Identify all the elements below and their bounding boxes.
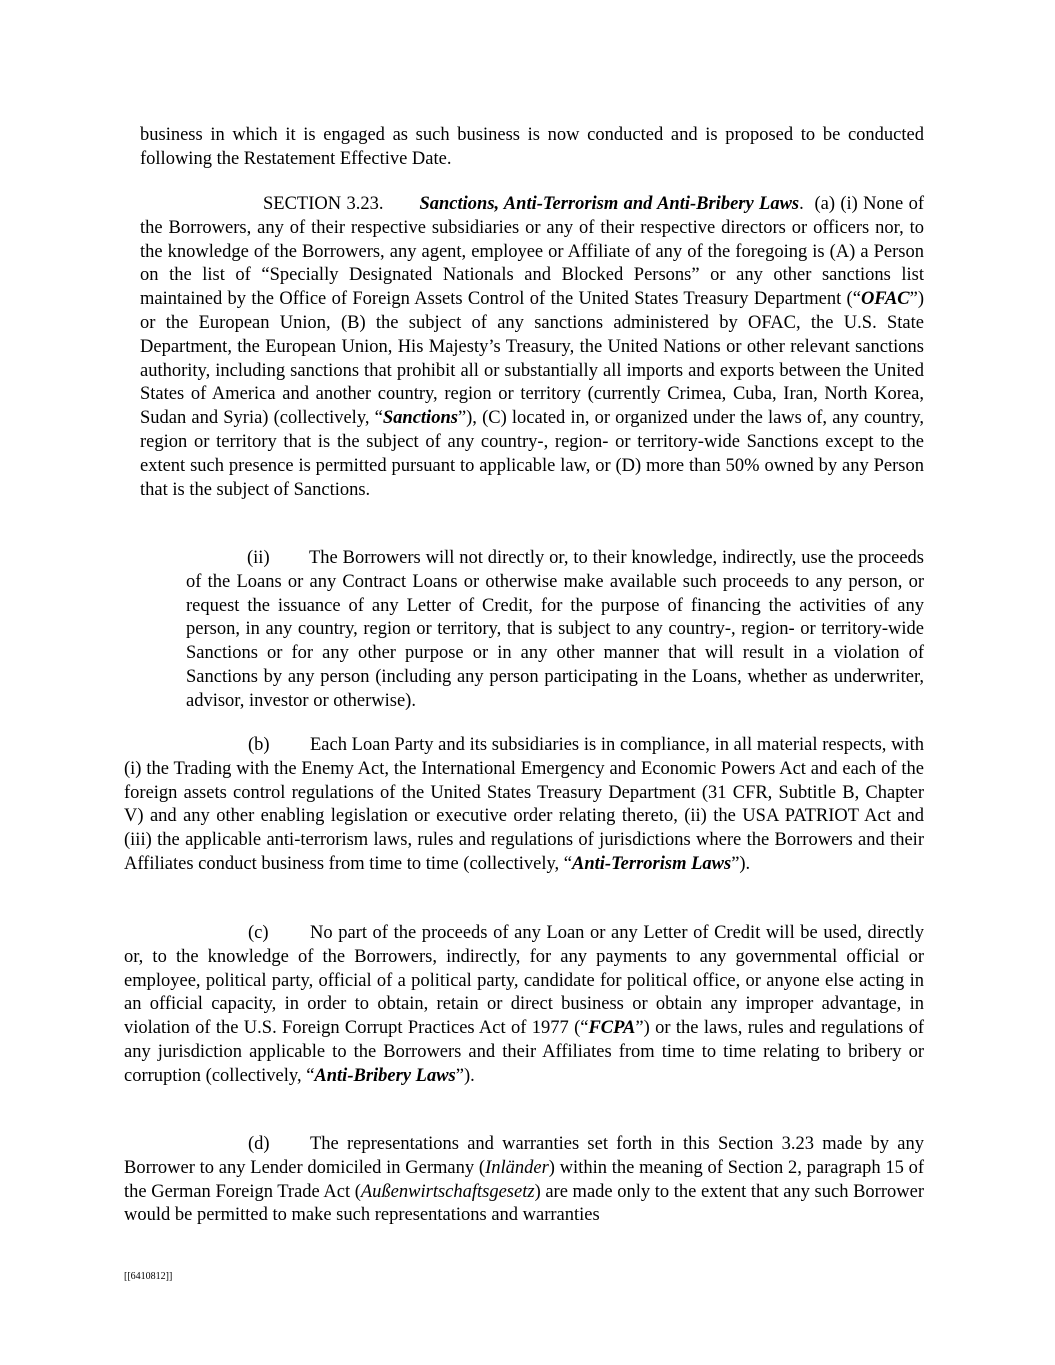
subsection-b-label: (b)	[248, 735, 270, 755]
subsection-a-text: (i) None of the Borrowers, any of their respective subsidiaries or any of their respective directors or officers nor, to the knowledge of the Borrowers, any agent, employee or Affiliate of any of the foregoing is (A) a Person on the list of “Specially Designated Nationals and Blocked Persons” or any other sanctions list maintained by the Office of Foreign Assets Control of the United States Treasury Department (“	[140, 194, 924, 310]
subsection-c-label: (c)	[248, 923, 269, 943]
defined-term-ofac: OFAC	[860, 289, 910, 310]
subsection-d-text: The representations and warranties set forth in this Section 3.23 made by any Borrower to any Lender domiciled in Germany (	[124, 1134, 924, 1178]
subsection-c-text-end: ”).	[455, 1065, 475, 1086]
subsection-ii-paragraph	[186, 547, 924, 714]
subsection-d-text-cont: ) within the meaning of Section 2, paragraph 15 of the German Foreign Trade Act (	[124, 1157, 924, 1202]
section-title: Sanctions, Anti-Terrorism and Anti-Bribery Laws	[419, 194, 800, 214]
subsection-a-text-cont: ”) or the European Union, (B) the subject of any sanctions administered by OFAC, the U.S. State Department, the European Union, His Majesty’s Treasury, the United Nations or other relevant sanctions authority, including sanctions that prohibit all or substantially all imports and exports between the United States of America and another country, region or territory (currently Crimea, Cuba, Iran, North Korea, Sudan and Syria) (collectively, “	[140, 289, 924, 429]
term-inlaender: Inländer	[485, 1157, 549, 1178]
subsection-ii-text: The Borrowers will not directly or, to their knowledge, indirectly, use the proceeds of the Loans or any Contract Loans or otherwise make available such proceeds to any person, or request the issuance of any Letter of Credit, for the purpose of financing the activities of any person, in any country, region or territory, that is subject to any country-, region- or territory-wide Sanctions or for any other purpose or in any other manner that will result in a violation of Sanctions by any person (including any person participating in the Loans, whether as underwriter, advisor, investor or otherwise).	[186, 548, 924, 711]
subsection-b-paragraph	[124, 734, 924, 877]
defined-term-fcpa: FCPA	[588, 1018, 636, 1039]
document-id-footer: [[6410812]]	[124, 1271, 173, 1282]
section-title-period: .	[799, 194, 804, 214]
subsection-d-paragraph	[124, 1133, 924, 1228]
subsection-a-text-end: ”), (C) located in, or organized under the laws of, any country, region or territory that is the subject of any country-, region- or territory-wide Sanctions except to the extent such presence is permitted pursuant to applicable law, or (D) more than 50% owned by any Person that is the subject of Sanctions.	[140, 408, 924, 500]
defined-term-sanctions: Sanctions	[382, 408, 458, 429]
section-3-23-paragraph	[140, 193, 924, 502]
subsection-d-label: (d)	[248, 1134, 270, 1154]
subsection-b-text: Each Loan Party and its subsidiaries is in compliance, in all material respects, with (i) the Trading with the Enemy Act, the International Emergency and Economic Powers Act and each of the foreign assets control regulations of the United States Treasury Department (31 CFR, Subtitle B, Chapter V) and any other enabling legislation or executive order relating thereto, (ii) the USA PATRIOT Act and (iii) the applicable anti-terrorism laws, rules and regulations of jurisdictions where the Borrowers and their Affiliates conduct business from time to time (collectively, “	[124, 735, 924, 874]
defined-term-anti-terrorism-laws: Anti-Terrorism Laws	[572, 853, 732, 874]
continuation-text: business in which it is engaged as such business is now conducted and is proposed to be conducted following the Restatement Effective Date.	[140, 125, 924, 169]
subsection-d-text-end: ) are made only to the extent that any such Borrower would be permitted to make such representations and warranties	[124, 1181, 924, 1226]
subsection-ii-label: (ii)	[247, 548, 270, 568]
subsection-a-label: (a)	[814, 194, 835, 214]
subsection-c-text: No part of the proceeds of any Loan or any Letter of Credit will be used, directly or, to the knowledge of the Borrowers, indirectly, for any payments to any governmental official or employee, political party, official of a political party, candidate for political office, or anyone else acting in an official capacity, in order to obtain, retain or direct business or obtain any improper advantage, in violation of the U.S. Foreign Corrupt Practices Act of 1977 (“	[124, 923, 924, 1039]
subsection-b-text-end: ”).	[731, 853, 751, 874]
subsection-c-text-cont: ”) or the laws, rules and regulations of any jurisdiction applicable to the Borrowers and their Affiliates from time to time relating to bribery or corruption (collectively, “	[124, 1018, 924, 1086]
term-aussenwirtschaftsgesetz: Außenwirtschaftsgesetz	[360, 1181, 535, 1202]
subsection-c-paragraph	[124, 922, 924, 1089]
section-number: SECTION 3.23.	[263, 194, 384, 214]
defined-term-anti-bribery-laws: Anti-Bribery Laws	[314, 1065, 456, 1086]
continuation-paragraph	[140, 124, 924, 172]
